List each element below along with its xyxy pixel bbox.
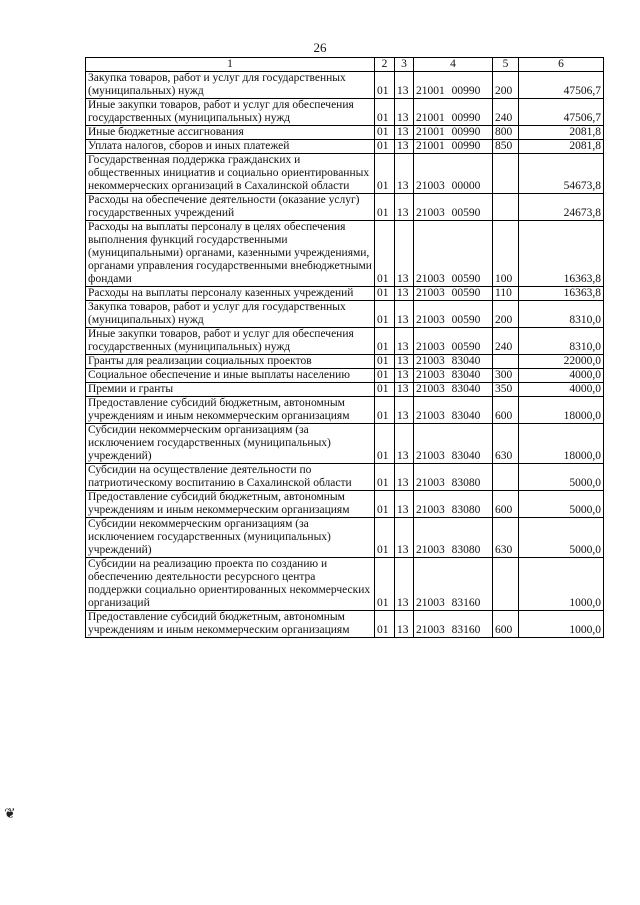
header-col-2: 2 [375, 58, 395, 72]
table-row [86, 464, 604, 491]
row-expense-type-cell: 240 [493, 328, 519, 355]
budget-table [85, 57, 604, 638]
row-subsection-cell: 13 [395, 72, 414, 99]
row-name-cell: Иные закупки товаров, работ и услуг для обеспечения государственных (муниципальных) нужд [86, 99, 375, 126]
row-section-cell: 01 [375, 355, 395, 369]
row-section-cell: 01 [375, 369, 395, 383]
row-target-code-cell: 21003 00590 [414, 221, 493, 287]
row-target-code-cell: 21003 83040 [414, 383, 493, 397]
row-target-code-cell: 21003 83080 [414, 518, 493, 558]
row-target-code-cell: 21001 00990 [414, 140, 493, 154]
row-subsection-cell: 13 [395, 328, 414, 355]
row-name-cell: Предоставление субсидий бюджетным, автономным учреждениям и иным некоммерческим организациям [86, 491, 375, 518]
row-target-code-cell: 21003 83160 [414, 558, 493, 611]
row-expense-type-cell [493, 558, 519, 611]
row-expense-type-cell: 100 [493, 221, 519, 287]
table-row [86, 558, 604, 611]
table-row [86, 221, 604, 287]
row-name-cell: Закупка товаров, работ и услуг для государственных (муниципальных) нужд [86, 301, 375, 328]
row-name-cell: Социальное обеспечение и иные выплаты населению [86, 369, 375, 383]
row-section-cell: 01 [375, 287, 395, 301]
row-section-cell: 01 [375, 194, 395, 221]
row-amount-cell: 4000,0 [519, 383, 604, 397]
table-row [86, 287, 604, 301]
row-name-cell: Расходы на обеспечение деятельности (оказание услуг) государственных учреждений [86, 194, 375, 221]
row-subsection-cell: 13 [395, 301, 414, 328]
row-amount-cell: 8310,0 [519, 301, 604, 328]
row-target-code-cell: 21003 83080 [414, 491, 493, 518]
table-row [86, 72, 604, 99]
row-subsection-cell: 13 [395, 287, 414, 301]
row-amount-cell: 22000,0 [519, 355, 604, 369]
row-subsection-cell: 13 [395, 397, 414, 424]
table-row [86, 328, 604, 355]
row-subsection-cell: 13 [395, 140, 414, 154]
row-subsection-cell: 13 [395, 355, 414, 369]
row-name-cell: Субсидии на осуществление деятельности по патриотическому воспитанию в Сахалинской области [86, 464, 375, 491]
row-subsection-cell: 13 [395, 518, 414, 558]
row-name-cell: Уплата налогов, сборов и иных платежей [86, 140, 375, 154]
row-section-cell: 01 [375, 140, 395, 154]
row-subsection-cell: 13 [395, 194, 414, 221]
header-col-4: 4 [414, 58, 493, 72]
row-expense-type-cell: 240 [493, 99, 519, 126]
row-amount-cell: 47506,7 [519, 99, 604, 126]
header-col-1: 1 [86, 58, 375, 72]
row-expense-type-cell: 600 [493, 611, 519, 638]
row-name-cell: Субсидии некоммерческим организациям (за исключением государственных (муниципальных) учреждений) [86, 424, 375, 464]
row-name-cell: Государственная поддержка гражданских и общественных инициатив и социально ориентированных некоммерческих организаций в Сахалинской области [86, 154, 375, 194]
row-target-code-cell: 21003 00000 [414, 154, 493, 194]
row-expense-type-cell: 200 [493, 301, 519, 328]
row-target-code-cell: 21003 00590 [414, 328, 493, 355]
row-name-cell: Субсидии некоммерческим организациям (за исключением государственных (муниципальных) учреждений) [86, 518, 375, 558]
row-section-cell: 01 [375, 558, 395, 611]
row-subsection-cell: 13 [395, 424, 414, 464]
row-subsection-cell: 13 [395, 221, 414, 287]
row-expense-type-cell: 110 [493, 287, 519, 301]
row-expense-type-cell: 600 [493, 397, 519, 424]
header-col-3: 3 [395, 58, 414, 72]
table-row [86, 491, 604, 518]
row-name-cell: Предоставление субсидий бюджетным, автономным учреждениям и иным некоммерческим организациям [86, 611, 375, 638]
table-row [86, 355, 604, 369]
row-target-code-cell: 21001 00990 [414, 99, 493, 126]
row-target-code-cell: 21003 83160 [414, 611, 493, 638]
row-section-cell: 01 [375, 611, 395, 638]
table-row [86, 369, 604, 383]
row-name-cell: Иные бюджетные ассигнования [86, 126, 375, 140]
row-target-code-cell: 21003 00590 [414, 194, 493, 221]
table-row [86, 518, 604, 558]
row-expense-type-cell [493, 355, 519, 369]
row-section-cell: 01 [375, 397, 395, 424]
row-target-code-cell: 21001 00990 [414, 72, 493, 99]
row-subsection-cell: 13 [395, 464, 414, 491]
row-subsection-cell: 13 [395, 558, 414, 611]
row-section-cell: 01 [375, 491, 395, 518]
row-expense-type-cell: 630 [493, 424, 519, 464]
table-row [86, 424, 604, 464]
table-row [86, 154, 604, 194]
scan-mark: ❦ [4, 807, 16, 822]
header-col-6: 6 [519, 58, 604, 72]
table-row [86, 611, 604, 638]
row-subsection-cell: 13 [395, 126, 414, 140]
row-amount-cell: 5000,0 [519, 518, 604, 558]
header-col-5: 5 [493, 58, 519, 72]
row-amount-cell: 1000,0 [519, 611, 604, 638]
table-row [86, 301, 604, 328]
table-row [86, 140, 604, 154]
row-amount-cell: 1000,0 [519, 558, 604, 611]
row-section-cell: 01 [375, 221, 395, 287]
row-expense-type-cell [493, 154, 519, 194]
row-expense-type-cell: 630 [493, 518, 519, 558]
row-expense-type-cell: 200 [493, 72, 519, 99]
row-target-code-cell: 21003 83040 [414, 355, 493, 369]
row-name-cell: Гранты для реализации социальных проектов [86, 355, 375, 369]
row-amount-cell: 2081,8 [519, 126, 604, 140]
row-name-cell: Субсидии на реализацию проекта по созданию и обеспечению деятельности ресурсного центра поддержки социально ориентированных некоммерческих организаций [86, 558, 375, 611]
row-target-code-cell: 21001 00990 [414, 126, 493, 140]
row-amount-cell: 5000,0 [519, 491, 604, 518]
row-amount-cell: 16363,8 [519, 221, 604, 287]
row-amount-cell: 8310,0 [519, 328, 604, 355]
row-amount-cell: 4000,0 [519, 369, 604, 383]
row-amount-cell: 2081,8 [519, 140, 604, 154]
row-amount-cell: 16363,8 [519, 287, 604, 301]
row-expense-type-cell: 300 [493, 369, 519, 383]
row-target-code-cell: 21003 83080 [414, 464, 493, 491]
table-row [86, 397, 604, 424]
table-header-row [86, 58, 604, 72]
table-row [86, 194, 604, 221]
row-amount-cell: 47506,7 [519, 72, 604, 99]
row-section-cell: 01 [375, 72, 395, 99]
row-expense-type-cell: 350 [493, 383, 519, 397]
row-target-code-cell: 21003 83040 [414, 369, 493, 383]
row-expense-type-cell: 800 [493, 126, 519, 140]
row-target-code-cell: 21003 00590 [414, 301, 493, 328]
row-target-code-cell: 21003 83040 [414, 424, 493, 464]
row-expense-type-cell [493, 464, 519, 491]
row-section-cell: 01 [375, 383, 395, 397]
row-name-cell: Закупка товаров, работ и услуг для государственных (муниципальных) нужд [86, 72, 375, 99]
row-subsection-cell: 13 [395, 99, 414, 126]
row-subsection-cell: 13 [395, 383, 414, 397]
page-number: 26 [313, 40, 327, 55]
row-name-cell: Расходы на выплаты персоналу казенных учреждений [86, 287, 375, 301]
row-section-cell: 01 [375, 126, 395, 140]
row-expense-type-cell: 850 [493, 140, 519, 154]
table-row [86, 126, 604, 140]
row-amount-cell: 24673,8 [519, 194, 604, 221]
row-section-cell: 01 [375, 99, 395, 126]
row-name-cell: Предоставление субсидий бюджетным, автономным учреждениям и иным некоммерческим организациям [86, 397, 375, 424]
row-expense-type-cell: 600 [493, 491, 519, 518]
row-amount-cell: 18000,0 [519, 424, 604, 464]
row-name-cell: Расходы на выплаты персоналу в целях обеспечения выполнения функций государственными (муниципальными) органами, казенными учреждениями, органами управления государственными внебюджетными фондами [86, 221, 375, 287]
row-amount-cell: 5000,0 [519, 464, 604, 491]
row-amount-cell: 54673,8 [519, 154, 604, 194]
row-section-cell: 01 [375, 154, 395, 194]
row-section-cell: 01 [375, 301, 395, 328]
table-row [86, 383, 604, 397]
row-subsection-cell: 13 [395, 369, 414, 383]
row-subsection-cell: 13 [395, 491, 414, 518]
row-amount-cell: 18000,0 [519, 397, 604, 424]
row-expense-type-cell [493, 194, 519, 221]
table-row [86, 99, 604, 126]
row-name-cell: Премии и гранты [86, 383, 375, 397]
row-section-cell: 01 [375, 518, 395, 558]
row-subsection-cell: 13 [395, 154, 414, 194]
row-target-code-cell: 21003 83040 [414, 397, 493, 424]
row-section-cell: 01 [375, 464, 395, 491]
row-section-cell: 01 [375, 424, 395, 464]
row-target-code-cell: 21003 00590 [414, 287, 493, 301]
row-section-cell: 01 [375, 328, 395, 355]
row-name-cell: Иные закупки товаров, работ и услуг для обеспечения государственных (муниципальных) нужд [86, 328, 375, 355]
row-subsection-cell: 13 [395, 611, 414, 638]
